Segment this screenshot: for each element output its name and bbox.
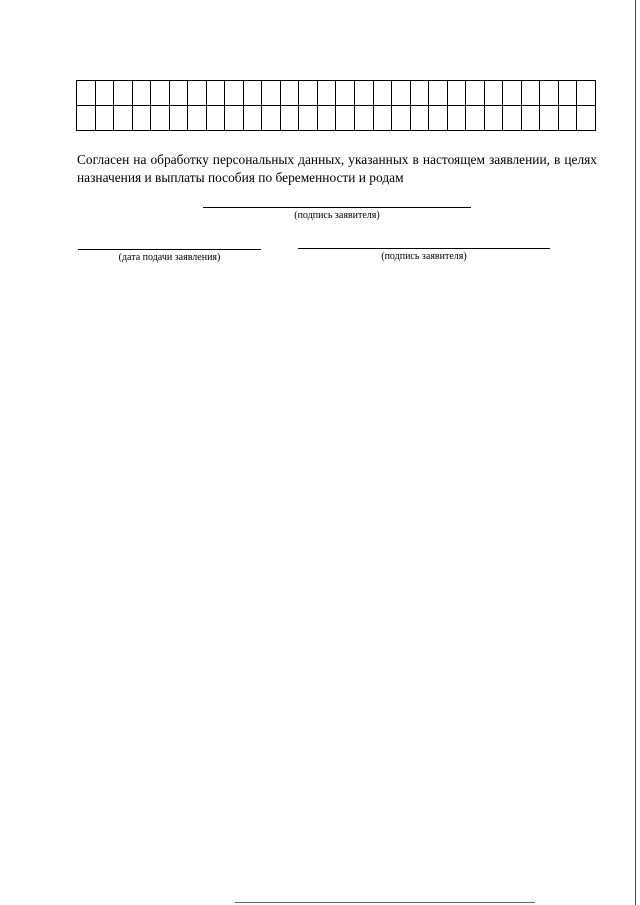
page-edge-right (635, 0, 636, 905)
grid-cell[interactable] (299, 81, 318, 106)
grid-cell[interactable] (188, 81, 207, 106)
grid-cell[interactable] (243, 81, 262, 106)
grid-cell[interactable] (484, 106, 503, 131)
grid-cell[interactable] (410, 81, 429, 106)
grid-cell[interactable] (466, 106, 485, 131)
grid-cell[interactable] (392, 106, 411, 131)
grid-cell[interactable] (336, 81, 355, 106)
grid-cell[interactable] (392, 81, 411, 106)
application-date-line[interactable] (78, 249, 261, 250)
page-edge-bottom (235, 902, 535, 903)
grid-cell[interactable] (354, 106, 373, 131)
grid-cell[interactable] (317, 106, 336, 131)
applicant-signature-line-1[interactable] (203, 207, 471, 208)
grid-cell[interactable] (262, 106, 281, 131)
grid-cell[interactable] (77, 81, 96, 106)
grid-cell[interactable] (373, 81, 392, 106)
grid-cell[interactable] (540, 81, 559, 106)
grid-cell[interactable] (95, 106, 114, 131)
grid-cell[interactable] (225, 81, 244, 106)
grid-cell[interactable] (114, 106, 133, 131)
grid-cell[interactable] (521, 81, 540, 106)
grid-cell[interactable] (206, 81, 225, 106)
applicant-signature-line-2[interactable] (298, 248, 550, 249)
grid-cell[interactable] (466, 81, 485, 106)
grid-cell[interactable] (429, 106, 448, 131)
grid-cell[interactable] (354, 81, 373, 106)
grid-cell[interactable] (521, 106, 540, 131)
grid-cell[interactable] (577, 106, 596, 131)
grid-row (77, 106, 596, 131)
grid-cell[interactable] (540, 106, 559, 131)
grid-cell[interactable] (151, 106, 170, 131)
grid-cell[interactable] (299, 106, 318, 131)
grid-cell[interactable] (410, 106, 429, 131)
grid-cell[interactable] (114, 81, 133, 106)
grid-cell[interactable] (169, 81, 188, 106)
grid-cell[interactable] (373, 106, 392, 131)
grid-cell[interactable] (169, 106, 188, 131)
grid-cell[interactable] (280, 106, 299, 131)
grid-cell[interactable] (262, 81, 281, 106)
grid-cell[interactable] (447, 106, 466, 131)
grid-cell[interactable] (577, 81, 596, 106)
grid-cell[interactable] (503, 106, 522, 131)
applicant-signature-caption-1: (подпись заявителя) (294, 210, 380, 221)
grid-cell[interactable] (188, 106, 207, 131)
grid-cell[interactable] (206, 106, 225, 131)
consent-statement: Согласен на обработку персональных данных, указанных в настоящем заявлении, в целях назначения и выплаты пособия по беременности и родам (77, 152, 597, 185)
applicant-signature-caption-2: (подпись заявителя) (381, 251, 467, 262)
grid-cell[interactable] (95, 81, 114, 106)
grid-cell[interactable] (132, 81, 151, 106)
grid-cell[interactable] (336, 106, 355, 131)
application-date-caption: (дата подачи заявления) (118, 252, 221, 263)
grid-cell[interactable] (317, 81, 336, 106)
grid-row (77, 81, 596, 106)
grid-cell[interactable] (243, 106, 262, 131)
character-entry-grid (76, 80, 596, 131)
grid-cell[interactable] (280, 81, 299, 106)
grid-cell[interactable] (429, 81, 448, 106)
grid-cell[interactable] (558, 106, 577, 131)
grid-cell[interactable] (484, 81, 503, 106)
grid-cell[interactable] (558, 81, 577, 106)
grid-cell[interactable] (503, 81, 522, 106)
grid-cell[interactable] (225, 106, 244, 131)
grid-cell[interactable] (151, 81, 170, 106)
grid-cell[interactable] (447, 81, 466, 106)
grid-cell[interactable] (77, 106, 96, 131)
grid-cell[interactable] (132, 106, 151, 131)
